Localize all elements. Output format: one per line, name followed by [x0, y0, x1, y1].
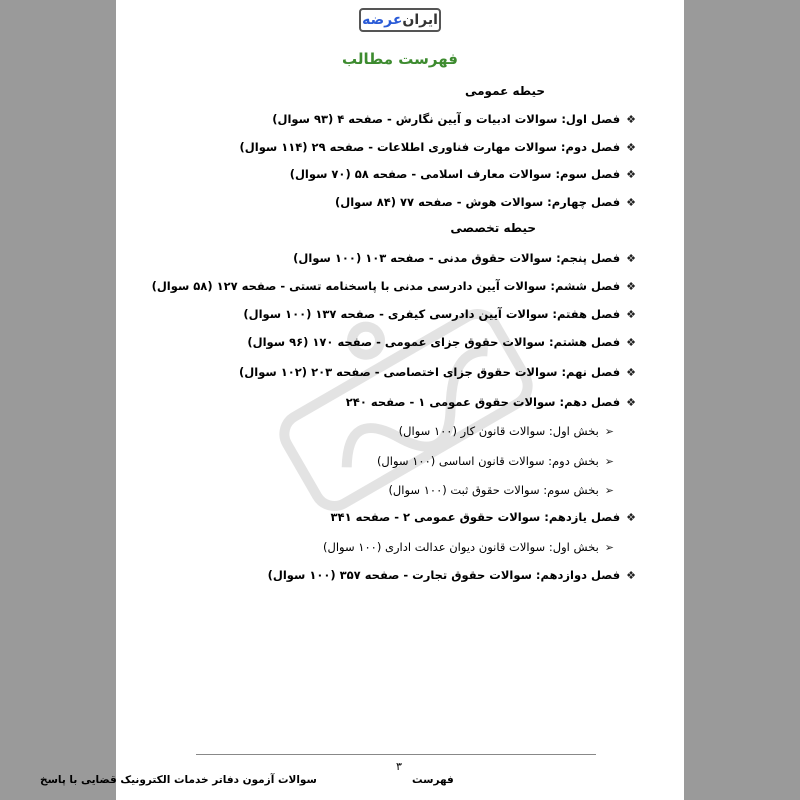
diamond-bullet-icon: ❖ — [626, 365, 636, 379]
toc-item-text: بخش اول: سوالات قانون دیوان عدالت اداری (۱۰۰ سوال) — [323, 540, 599, 554]
toc-chapter-item — [331, 510, 636, 524]
toc-title: فهرست مطالب — [342, 50, 458, 68]
diamond-bullet-icon: ❖ — [626, 167, 636, 181]
diamond-bullet-icon: ❖ — [626, 510, 636, 524]
toc-item-text: فصل پنجم: سوالات حقوق مدنی - صفحه ۱۰۳ (۱۰۰ سوال) — [293, 251, 621, 265]
toc-chapter-item — [293, 251, 636, 265]
diamond-bullet-icon: ❖ — [626, 195, 636, 209]
page-number: ۳ — [396, 760, 402, 773]
toc-item-text: فصل دوم: سوالات مهارت فناوری اطلاعات - صفحه ۲۹ (۱۱۴ سوال) — [239, 140, 621, 154]
toc-item-text: بخش سوم: سوالات حقوق ثبت (۱۰۰ سوال) — [388, 483, 599, 497]
diamond-bullet-icon: ❖ — [626, 395, 636, 409]
toc-item-text: فصل چهارم: سوالات هوش - صفحه ۷۷ (۸۴ سوال) — [335, 195, 621, 209]
toc-chapter-item — [152, 279, 636, 293]
toc-chapter-item — [240, 140, 636, 154]
toc-item-text: فصل هفتم: سوالات آیین دادرسی کیفری - صفحه ۱۳۷ (۱۰۰ سوال) — [243, 307, 621, 321]
document-page — [116, 0, 684, 800]
toc-chapter-item — [346, 395, 636, 409]
diamond-bullet-icon: ❖ — [626, 251, 636, 265]
toc-chapter-item — [243, 307, 636, 321]
diamond-bullet-icon: ❖ — [626, 112, 636, 126]
toc-subsection-item — [377, 454, 614, 468]
diamond-bullet-icon: ❖ — [626, 568, 636, 582]
toc-item-text: فصل نهم: سوالات حقوق جزای اختصاصی - صفحه ۲۰۳ (۱۰۲ سوال) — [239, 365, 621, 379]
arrow-bullet-icon: ➢ — [604, 483, 614, 497]
footer-section-name: فهرست — [412, 774, 454, 786]
section-heading-general: حیطه عمومی — [464, 84, 545, 98]
diamond-bullet-icon: ❖ — [626, 307, 636, 321]
toc-chapter-item — [272, 112, 636, 126]
logo-text-main: ایران — [402, 12, 438, 28]
arrow-bullet-icon: ➢ — [604, 540, 614, 554]
diamond-bullet-icon: ❖ — [626, 140, 636, 154]
footer-divider — [196, 754, 596, 755]
diamond-bullet-icon: ❖ — [626, 279, 636, 293]
section-heading-specialized: حیطه تخصصی — [450, 221, 536, 235]
toc-item-text: فصل سوم: سوالات معارف اسلامی - صفحه ۵۸ (۷۰ سوال) — [289, 167, 621, 181]
toc-item-text: فصل هشتم: سوالات حقوق جزای عمومی - صفحه ۱۷۰ (۹۶ سوال) — [247, 335, 621, 349]
arrow-bullet-icon: ➢ — [604, 424, 614, 438]
diamond-bullet-icon: ❖ — [626, 335, 636, 349]
footer-book-title: سوالات آزمون دفاتر خدمات الکترونیک قضایی با پاسخ — [40, 774, 317, 786]
toc-item-text: فصل یازدهم: سوالات حقوق عمومی ۲ - صفحه ۳۴۱ — [330, 510, 621, 524]
toc-chapter-item — [247, 335, 636, 349]
toc-chapter-item — [239, 365, 636, 379]
toc-chapter-item — [268, 568, 636, 582]
toc-subsection-item — [399, 424, 614, 438]
toc-chapter-item — [335, 195, 636, 209]
toc-item-text: فصل دهم: سوالات حقوق عمومی ۱ - صفحه ۲۴۰ — [345, 395, 621, 409]
arrow-bullet-icon: ➢ — [604, 454, 614, 468]
toc-item-text: فصل دوازدهم: سوالات حقوق تجارت - صفحه ۳۵۷ (۱۰۰ سوال) — [267, 568, 621, 582]
toc-chapter-item — [290, 167, 636, 181]
toc-item-text: فصل اول: سوالات ادبیات و آیین نگارش - صفحه ۴ (۹۳ سوال) — [272, 112, 621, 126]
logo-text-accent: عرضه — [362, 12, 403, 28]
toc-item-text: بخش دوم: سوالات قانون اساسی (۱۰۰ سوال) — [376, 454, 599, 468]
toc-subsection-item — [323, 540, 614, 554]
toc-subsection-item — [388, 483, 614, 497]
toc-item-text: فصل ششم: سوالات آیین دادرسی مدنی با پاسخنامه تستی - صفحه ۱۲۷ (۵۸ سوال) — [151, 279, 621, 293]
toc-item-text: بخش اول: سوالات قانون کار (۱۰۰ سوال) — [398, 424, 599, 438]
brand-logo — [359, 8, 441, 32]
